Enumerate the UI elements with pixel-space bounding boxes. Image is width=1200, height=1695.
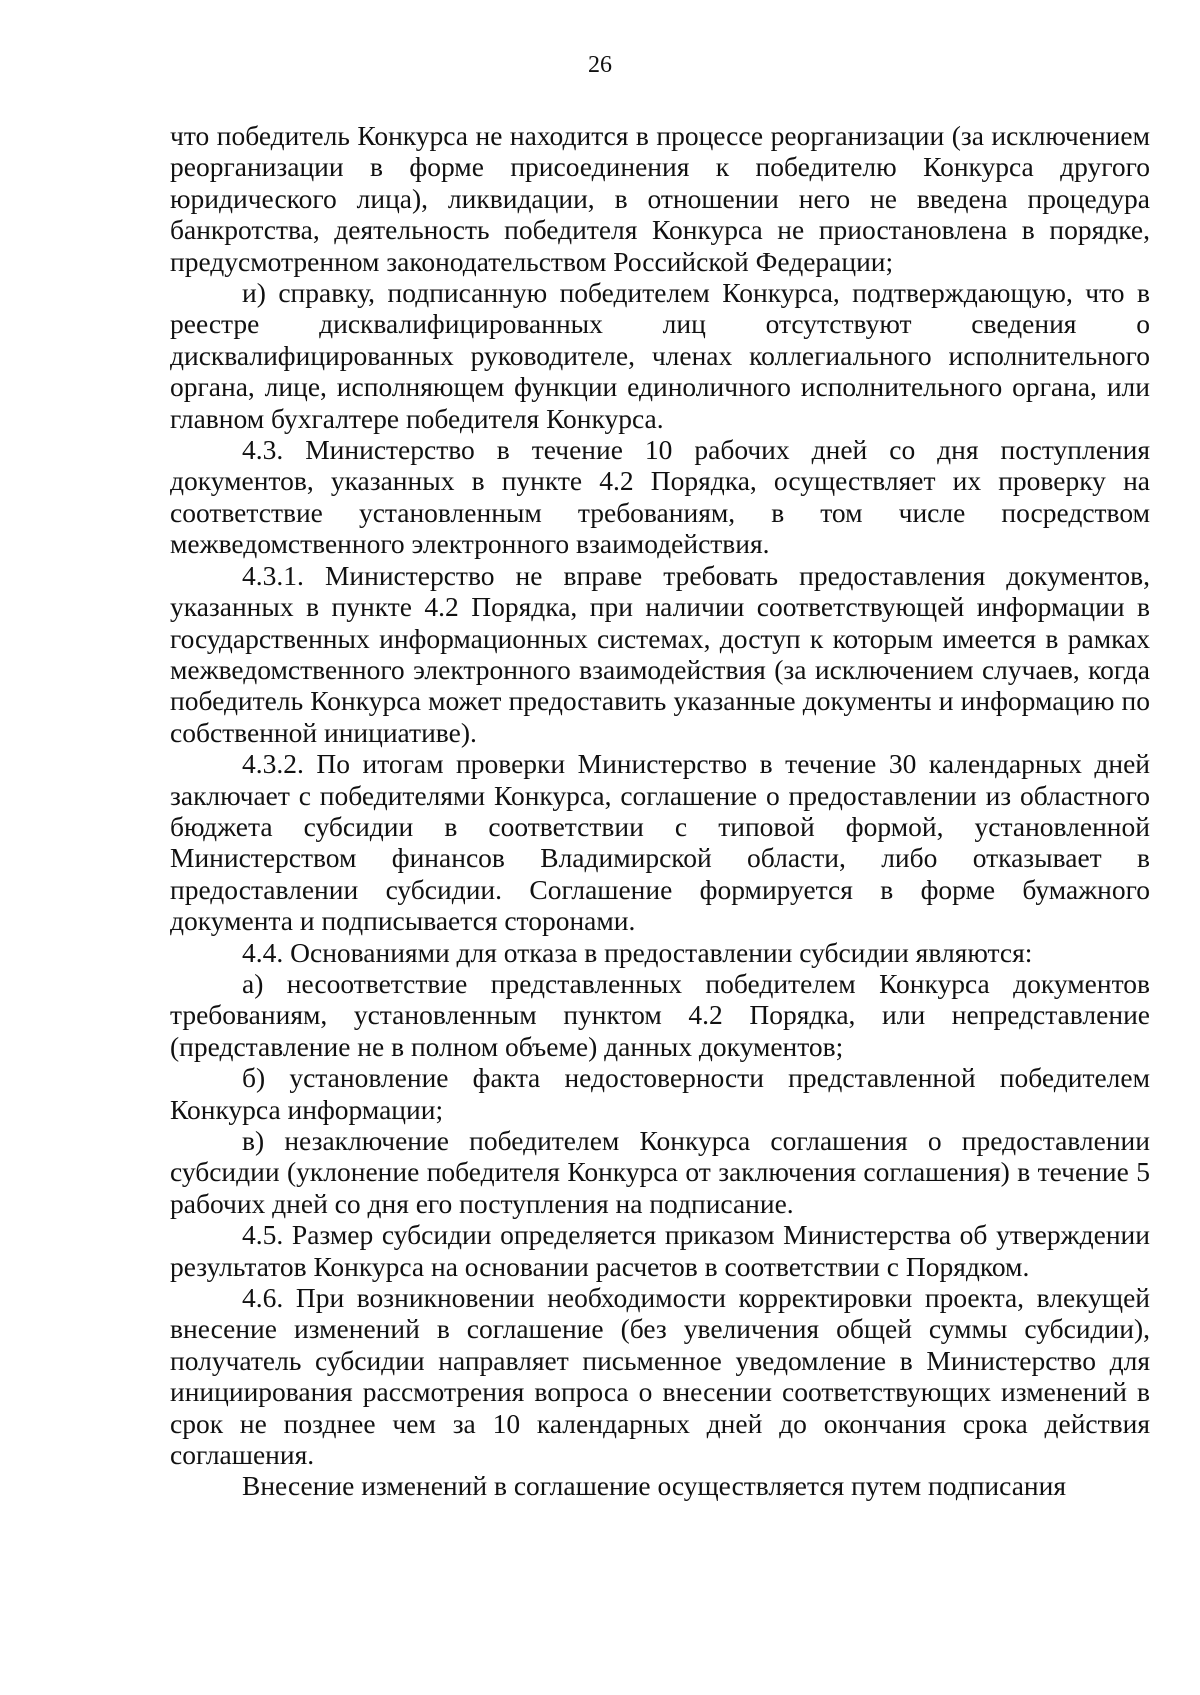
paragraph: что победитель Конкурса не находится в процессе реорганизации (за исключением реорганизации в форме присоединения к победителю Конкурса другого юридического лица), ликвидации, в отношении него не введена процедура банкротства, деятельность победителя Конкурса не приостановлена в порядке, предусмотренном законодательством Российской Федерации; [170,120,1150,277]
paragraph: 4.3.1. Министерство не вправе требовать предоставления документов, указанных в пункте 4.2 Порядка, при наличии соответствующей информации в государственных информационных системах, доступ к которым имеется в рамках межведомственного электронного взаимодействия (за исключением случаев, когда победитель Конкурса может предоставить указанные документы и информацию по собственной инициативе). [170,559,1150,748]
paragraph: а) несоответствие представленных победителем Конкурса документов требованиям, установленным пунктом 4.2 Порядка, или непредставление (представление не в полном объеме) данных документов; [170,967,1150,1062]
paragraph: 4.4. Основаниями для отказа в предоставлении субсидии являются: [242,936,1033,968]
paragraph: 4.3. Министерство в течение 10 рабочих дней со дня поступления документов, указанных в пункте 4.2 Порядка, осуществляет их проверку на соответствие установленным требованиям, в том числе посредством межведомственного электронного взаимодействия. [170,434,1150,560]
paragraph: б) установление факта недостоверности представленной победителем Конкурса информации; [170,1062,1150,1125]
paragraph: и) справку, подписанную победителем Конкурса, подтверждающую, что в реестре дисквалифицированных лиц отсутствуют сведения о дисквалифицированных руководителе, членах коллегиального исполнительного органа, лице, исполняющем функции единоличного исполнительного органа, или главном бухгалтере победителя Конкурса. [170,277,1150,434]
document-body [170,120,1150,1502]
paragraph: Внесение изменений в соглашение осуществляется путем подписания [242,1470,1066,1502]
paragraph: 4.5. Размер субсидии определяется приказом Министерства об утверждении результатов Конкурса на основании расчетов в соответствии с Порядком. [170,1219,1150,1282]
paragraph: 4.6. При возникновении необходимости корректировки проекта, влекущей внесение изменений в соглашение (без увеличения общей суммы субсидии), получатель субсидии направляет письменное уведомление в Министерство для инициирования рассмотрения вопроса о внесении соответствующих изменений в срок не позднее чем за 10 календарных дней до окончания срока действия соглашения. [170,1282,1150,1471]
paragraph: 4.3.2. По итогам проверки Министерство в течение 30 календарных дней заключает с победителями Конкурса, соглашение о предоставлении из областного бюджета субсидии в соответствии с типовой формой, установленной Министерством финансов Владимирской области, либо отказывает в предоставлении субсидии. Соглашение формируется в форме бумажного документа и подписывается сторонами. [170,748,1150,937]
paragraph: в) незаключение победителем Конкурса соглашения о предоставлении субсидии (уклонение победителя Конкурса от заключения соглашения) в течение 5 рабочих дней со дня его поступления на подписание. [170,1125,1150,1219]
page-number: 26 [588,52,612,78]
